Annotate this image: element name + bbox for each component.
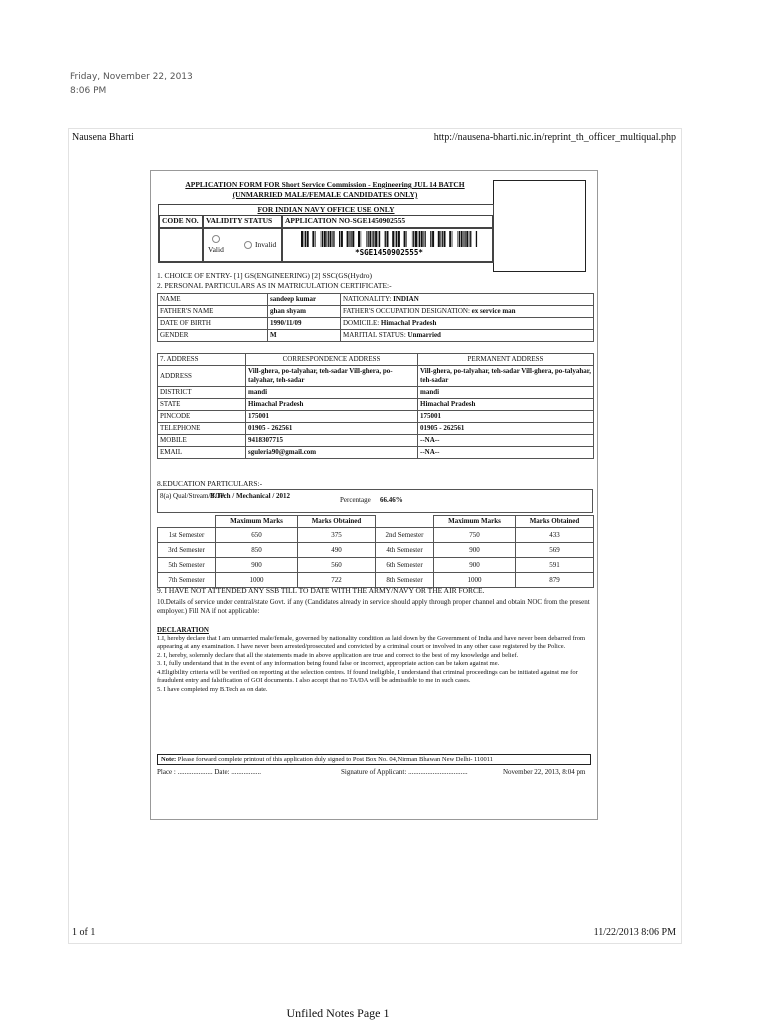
semester-table [157, 515, 594, 588]
address-label: TELEPHONE [158, 423, 246, 435]
marks-obtained-value: 591 [516, 558, 594, 573]
address-heading: 7. ADDRESS [158, 354, 246, 366]
personal-detail-label: FATHER'S OCCUPATION DESIGNATION: [343, 307, 470, 316]
marks-obtained-value: 375 [298, 528, 376, 543]
invalid-radio[interactable] [244, 241, 252, 250]
personal-detail-label: DOMICILE: [343, 319, 380, 328]
permanent-value: 01905 - 262561 [418, 423, 594, 435]
notes-page-label: Unfiled Notes Page 1 [286, 1006, 390, 1020]
personal-detail-value: Unmarried [407, 331, 441, 340]
correspondence-value: sguleria90@gmail.com [246, 447, 418, 459]
max-marks-value: 1000 [216, 573, 298, 588]
permanent-value: --NA-- [418, 447, 594, 459]
max-marks-value: 1000 [434, 573, 516, 588]
personal-detail-label: MARITIAL STATUS: [343, 331, 406, 340]
address-label: PINCODE [158, 411, 246, 423]
semester-name: 6th Semester [376, 558, 434, 573]
choice-of-entry: 1. CHOICE OF ENTRY- [1] GS(ENGINEERING) [2] SSC(GS(Hydro) [157, 271, 372, 280]
form-title: APPLICATION FORM FOR Short Service Commission - Engineering JUL 14 BATCH [185, 180, 465, 189]
item-10: 10.Details of service under central/state Govt. if any (Candidates already in service should apply through proper channel and obtain NOC from the present employer.) Fill NA if not applicable: [157, 598, 590, 616]
max-marks-value: 900 [216, 558, 298, 573]
semester-row [158, 558, 594, 573]
address-row [158, 366, 594, 387]
semester-row [158, 528, 594, 543]
personal-detail [341, 294, 594, 306]
permanent-value: mandi [418, 387, 594, 399]
address-row [158, 447, 594, 459]
item-9: 9. I HAVE NOT ATTENDED ANY SSB TILL TO DATE WITH THE ARMY/NAVY OR THE AIR FORCE. [157, 586, 485, 595]
application-form [150, 170, 598, 820]
max-marks-heading: Maximum Marks [216, 516, 298, 528]
address-header-row [158, 354, 594, 366]
percentage-value: 66.46% [380, 496, 403, 504]
print-timestamp: 11/22/2013 8:06 PM [593, 927, 676, 938]
personal-label: GENDER [158, 330, 268, 342]
correspondence-value: Vill-ghera, po-talyahar, teh-sadar Vill-ghera, po-talyahar, teh-sadar [246, 366, 418, 387]
semester-header-row [158, 516, 594, 528]
photo-box [493, 180, 586, 272]
semester-name: 7th Semester [158, 573, 216, 588]
personal-label: FATHER'S NAME [158, 306, 268, 318]
marks-obtained-heading: Marks Obtained [516, 516, 594, 528]
personal-value: 1990/11/09 [268, 318, 341, 330]
qual-value: B.Tech / Mechanical / 2012 [210, 492, 291, 500]
code-no-label: CODE NO. [159, 215, 203, 228]
address-row [158, 387, 594, 399]
personal-detail-value: ex service man [471, 307, 516, 316]
sign-date: November 22, 2013, 8:04 pm [503, 768, 586, 776]
marks-obtained-value: 490 [298, 543, 376, 558]
validity-cell [203, 228, 282, 262]
qualification-box [157, 489, 593, 513]
correspondence-value: mandi [246, 387, 418, 399]
percentage-label: Percentage [340, 496, 371, 504]
personal-table [157, 293, 594, 342]
permanent-value: --NA-- [418, 435, 594, 447]
correspondence-value: 175001 [246, 411, 418, 423]
application-no: APPLICATION NO-SGE1450902555 [282, 215, 493, 228]
permanent-value: Vill-ghera, po-talyahar, teh-sadar Vill-ghera, po-talyahar, teh-sadar [418, 366, 594, 387]
barcode-text: *SGE1450902555* [355, 248, 423, 256]
office-use-box [158, 204, 494, 263]
qual-label: 8(a) Qual/Stream/YOP: [160, 492, 227, 500]
semester-name: 8th Semester [376, 573, 434, 588]
personal-row [158, 294, 594, 306]
address-row [158, 423, 594, 435]
address-row [158, 435, 594, 447]
personal-label: DATE OF BIRTH [158, 318, 268, 330]
marks-obtained-value: 879 [516, 573, 594, 588]
place-date: Place : .................... Date: ................. [157, 768, 262, 776]
personal-heading: 2. PERSONAL PARTICULARS AS IN MATRICULATION CERTIFICATE:- [157, 281, 392, 290]
semester-row [158, 543, 594, 558]
note-text: Please forward complete printout of this application duly signed to Post Box No. 04,Nirman Bhawan New Delhi- 110011 [177, 756, 494, 763]
page-number: 1 of 1 [72, 927, 96, 938]
max-marks-value: 850 [216, 543, 298, 558]
note-box [157, 754, 591, 765]
semester-name: 3rd Semester [158, 543, 216, 558]
personal-label: NAME [158, 294, 268, 306]
correspondence-value: Himachal Pradesh [246, 399, 418, 411]
valid-radio[interactable] [212, 235, 220, 244]
marks-obtained-heading: Marks Obtained [298, 516, 376, 528]
validity-status-label: VALIDITY STATUS [203, 215, 282, 228]
address-label: STATE [158, 399, 246, 411]
declaration-item: 1.I, hereby declare that I am unmarried male/female, governed by nationality condition as laid down by the Government of India and have never been debarred from appearing at any examination. I have never been arrested/prosecuted and convicted by a criminal court or involved in any other case registered by the Police. [157, 635, 586, 651]
note-date: Friday, November 22, 2013 [70, 72, 193, 82]
permanent-value: 175001 [418, 411, 594, 423]
max-marks-value: 650 [216, 528, 298, 543]
personal-detail-value: Himachal Pradesh [380, 319, 437, 328]
permanent-value: Himachal Pradesh [418, 399, 594, 411]
marks-obtained-value: 569 [516, 543, 594, 558]
signature-line: Signature of Applicant: .................................. [341, 768, 468, 776]
note-time: 8:06 PM [70, 86, 107, 96]
invalid-label: Invalid [255, 240, 277, 249]
personal-value: sandeep kumar [268, 294, 341, 306]
declaration-list [157, 635, 593, 694]
personal-detail [341, 318, 594, 330]
personal-row [158, 330, 594, 342]
marks-obtained-value: 722 [298, 573, 376, 588]
address-label: DISTRICT [158, 387, 246, 399]
max-marks-value: 900 [434, 543, 516, 558]
personal-value: M [268, 330, 341, 342]
address-label: EMAIL [158, 447, 246, 459]
declaration-item: 3. I, fully understand that in the event of any information being found false or incorrect, appropriate action can be taken against me. [157, 660, 500, 668]
personal-row [158, 318, 594, 330]
personal-row [158, 306, 594, 318]
marks-obtained-value: 433 [516, 528, 594, 543]
permanent-heading: PERMANENT ADDRESS [418, 354, 594, 366]
max-marks-value: 750 [434, 528, 516, 543]
address-row [158, 399, 594, 411]
address-row [158, 411, 594, 423]
semester-name: 2nd Semester [376, 528, 434, 543]
declaration-title: DECLARATION [157, 626, 209, 634]
declaration-item: 4.Eligibility criteria will be verified on reporting at the selection centres. If found ineligible, I understand that criminal proceedings can be initiated against me for fraudulent entry and falsification of GOI documents. I also accept that no TA/DA will be admissible to me in such cases. [157, 668, 578, 685]
education-heading: 8.EDUCATION PARTICULARS:- [157, 479, 263, 488]
address-label: MOBILE [158, 435, 246, 447]
personal-detail [341, 306, 594, 318]
correspondence-value: 9418307715 [246, 435, 418, 447]
personal-value: ghan shyam [268, 306, 341, 318]
max-marks-value: 900 [434, 558, 516, 573]
semester-name: 5th Semester [158, 558, 216, 573]
semester-name: 1st Semester [158, 528, 216, 543]
valid-label: Valid [208, 245, 224, 254]
semester-name: 4th Semester [376, 543, 434, 558]
personal-detail [341, 330, 594, 342]
address-table [157, 353, 594, 459]
code-no-cell [159, 228, 203, 262]
declaration-item: 2. I, hereby, solemnly declare that all the statements made in above application are true and correct to the best of my knowledge and belief. [157, 651, 519, 659]
barcode-image [297, 230, 481, 256]
declaration-item: 5. I have completed my B.Tech as on date. [157, 685, 268, 693]
correspondence-value: 01905 - 262561 [246, 423, 418, 435]
correspondence-heading: CORRESPONDENCE ADDRESS [246, 354, 418, 366]
form-subtitle: (UNMARRIED MALE/FEMALE CANDIDATES ONLY) [232, 190, 418, 199]
marks-obtained-value: 560 [298, 558, 376, 573]
note-label: Note: [161, 756, 177, 763]
personal-detail-label: NATIONALITY: [343, 295, 392, 304]
address-label: ADDRESS [158, 366, 246, 387]
max-marks-heading: Maximum Marks [434, 516, 516, 528]
page-url: http://nausena-bharti.nic.in/reprint_th_officer_multiqual.php [433, 132, 676, 143]
personal-detail-value: INDIAN [393, 295, 419, 304]
office-use-title: FOR INDIAN NAVY OFFICE USE ONLY [257, 205, 395, 214]
site-name: Nausena Bharti [72, 132, 134, 143]
